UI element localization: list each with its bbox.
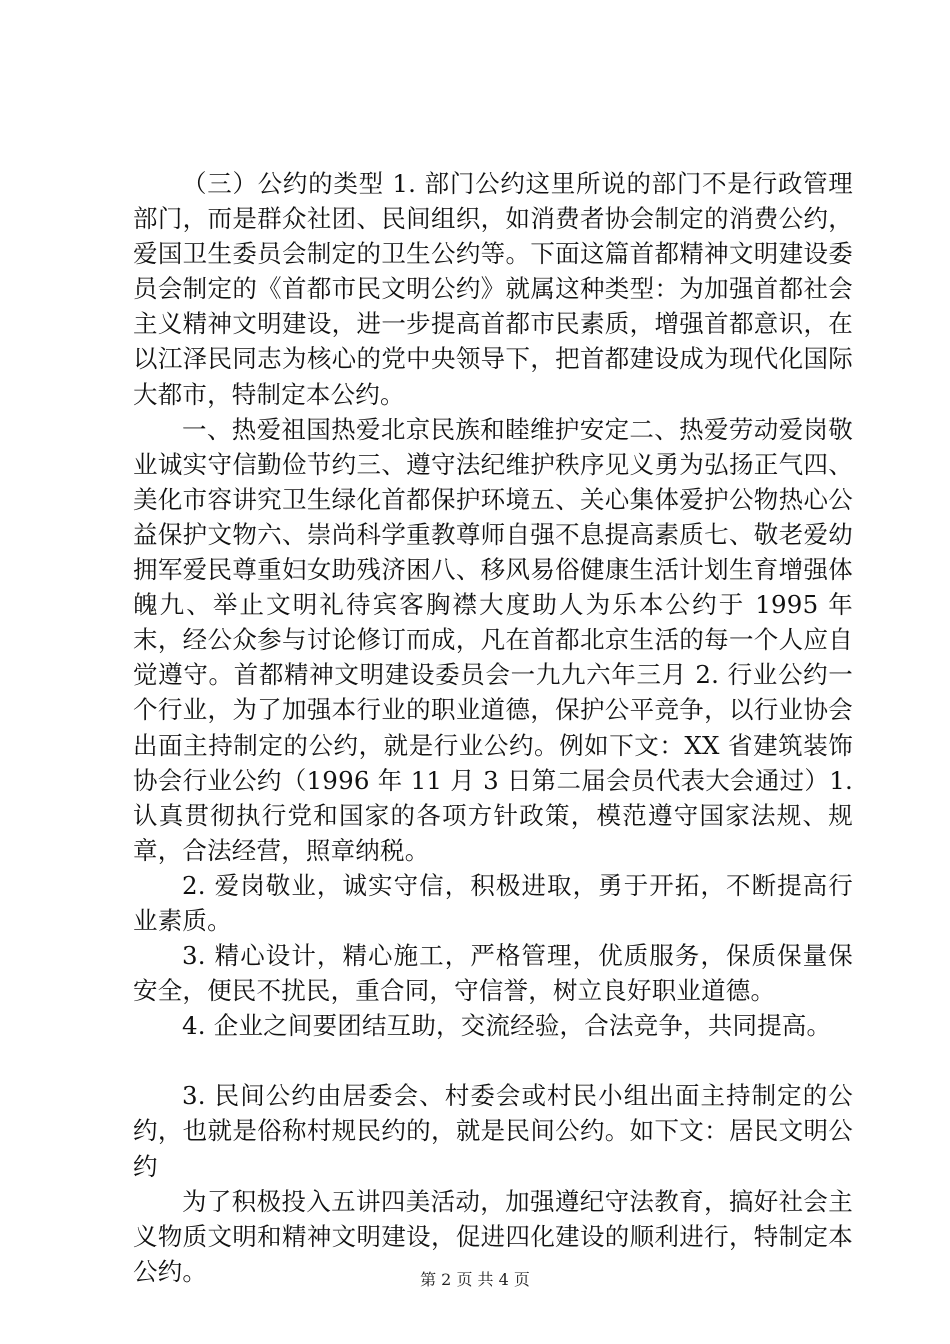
paragraph-item-4: 4. 企业之间要团结互助，交流经验，合法竞争，共同提高。 (182, 1011, 832, 1041)
paragraph-folk-convention-preamble: 为了积极投入五讲四美活动，加强遵纪守法教育，搞好社会主义物质文明和精神文明建设，促进四化建设的顺利进行，特制定本公约。 (133, 1186, 853, 1286)
paragraph-item-3: 3. 精心设计，精心施工，严格管理，优质服务，保质保量保安全，便民不扰民，重合同，守信誉，树立良好职业道德。 (133, 941, 853, 1006)
paragraph-folk-convention: 3. 民间公约由居委会、村委会或村民小组出面主持制定的公约，也就是俗称村规民约的，就是民间公约。如下文：居民文明公约 (133, 1081, 853, 1181)
page-number-footer: 第 2 页 共 4 页 (420, 1270, 530, 1289)
paragraph-convention-types: （三）公约的类型 1. 部门公约这里所说的部门不是行政管理部门，而是群众社团、民间组织，如消费者协会制定的消费公约，爱国卫生委员会制定的卫生公约等。下面这篇首都精神文明建设委员会制定的《首都市民文明公约》就属这种类型：为加强首都社会主义精神文明建设，进一步提高首都市民素质，增强首都意识，在以江泽民同志为核心的党中央领导下，把首都建设成为现代化国际大都市，特制定本公约。 (133, 169, 853, 409)
paragraph-citizen-convention-items: 一、热爱祖国热爱北京民族和睦维护安定二、热爱劳动爱岗敬业诚实守信勤俭节约三、遵守法纪维护秩序见义勇为弘扬正气四、美化市容讲究卫生绿化首都保护环境五、关心集体爱护公物热心公益保护文物六、崇尚科学重教尊师自强不息提高素质七、敬老爱幼拥军爱民尊重妇女助残济困八、移风易俗健康生活计划生育增强体魄九、举止文明礼待宾客胸襟大度助人为乐本公约于 1995 年末，经公众参与讨论修订而成，凡在首都北京生活的每一个人应自觉遵守。首都精神文明建设委员会一九九六年三月 2. 行业公约一个行业，为了加强本行业的职业道德，保护公平竞争，以行业协会出面主持制定的公约，就是行业公约。例如下文：XX 省建筑装饰协会行业公约（1996 年 11 月 3 日第二届会员代表大会通过）1. 认真贯彻执行党和国家的各项方针政策，模范遵守国家法规、规章，合法经营，照章纳税。 (133, 414, 853, 865)
document-body (133, 166, 853, 1289)
paragraph-item-2: 2. 爱岗敬业，诚实守信，积极进取，勇于开拓，不断提高行业素质。 (133, 870, 853, 935)
